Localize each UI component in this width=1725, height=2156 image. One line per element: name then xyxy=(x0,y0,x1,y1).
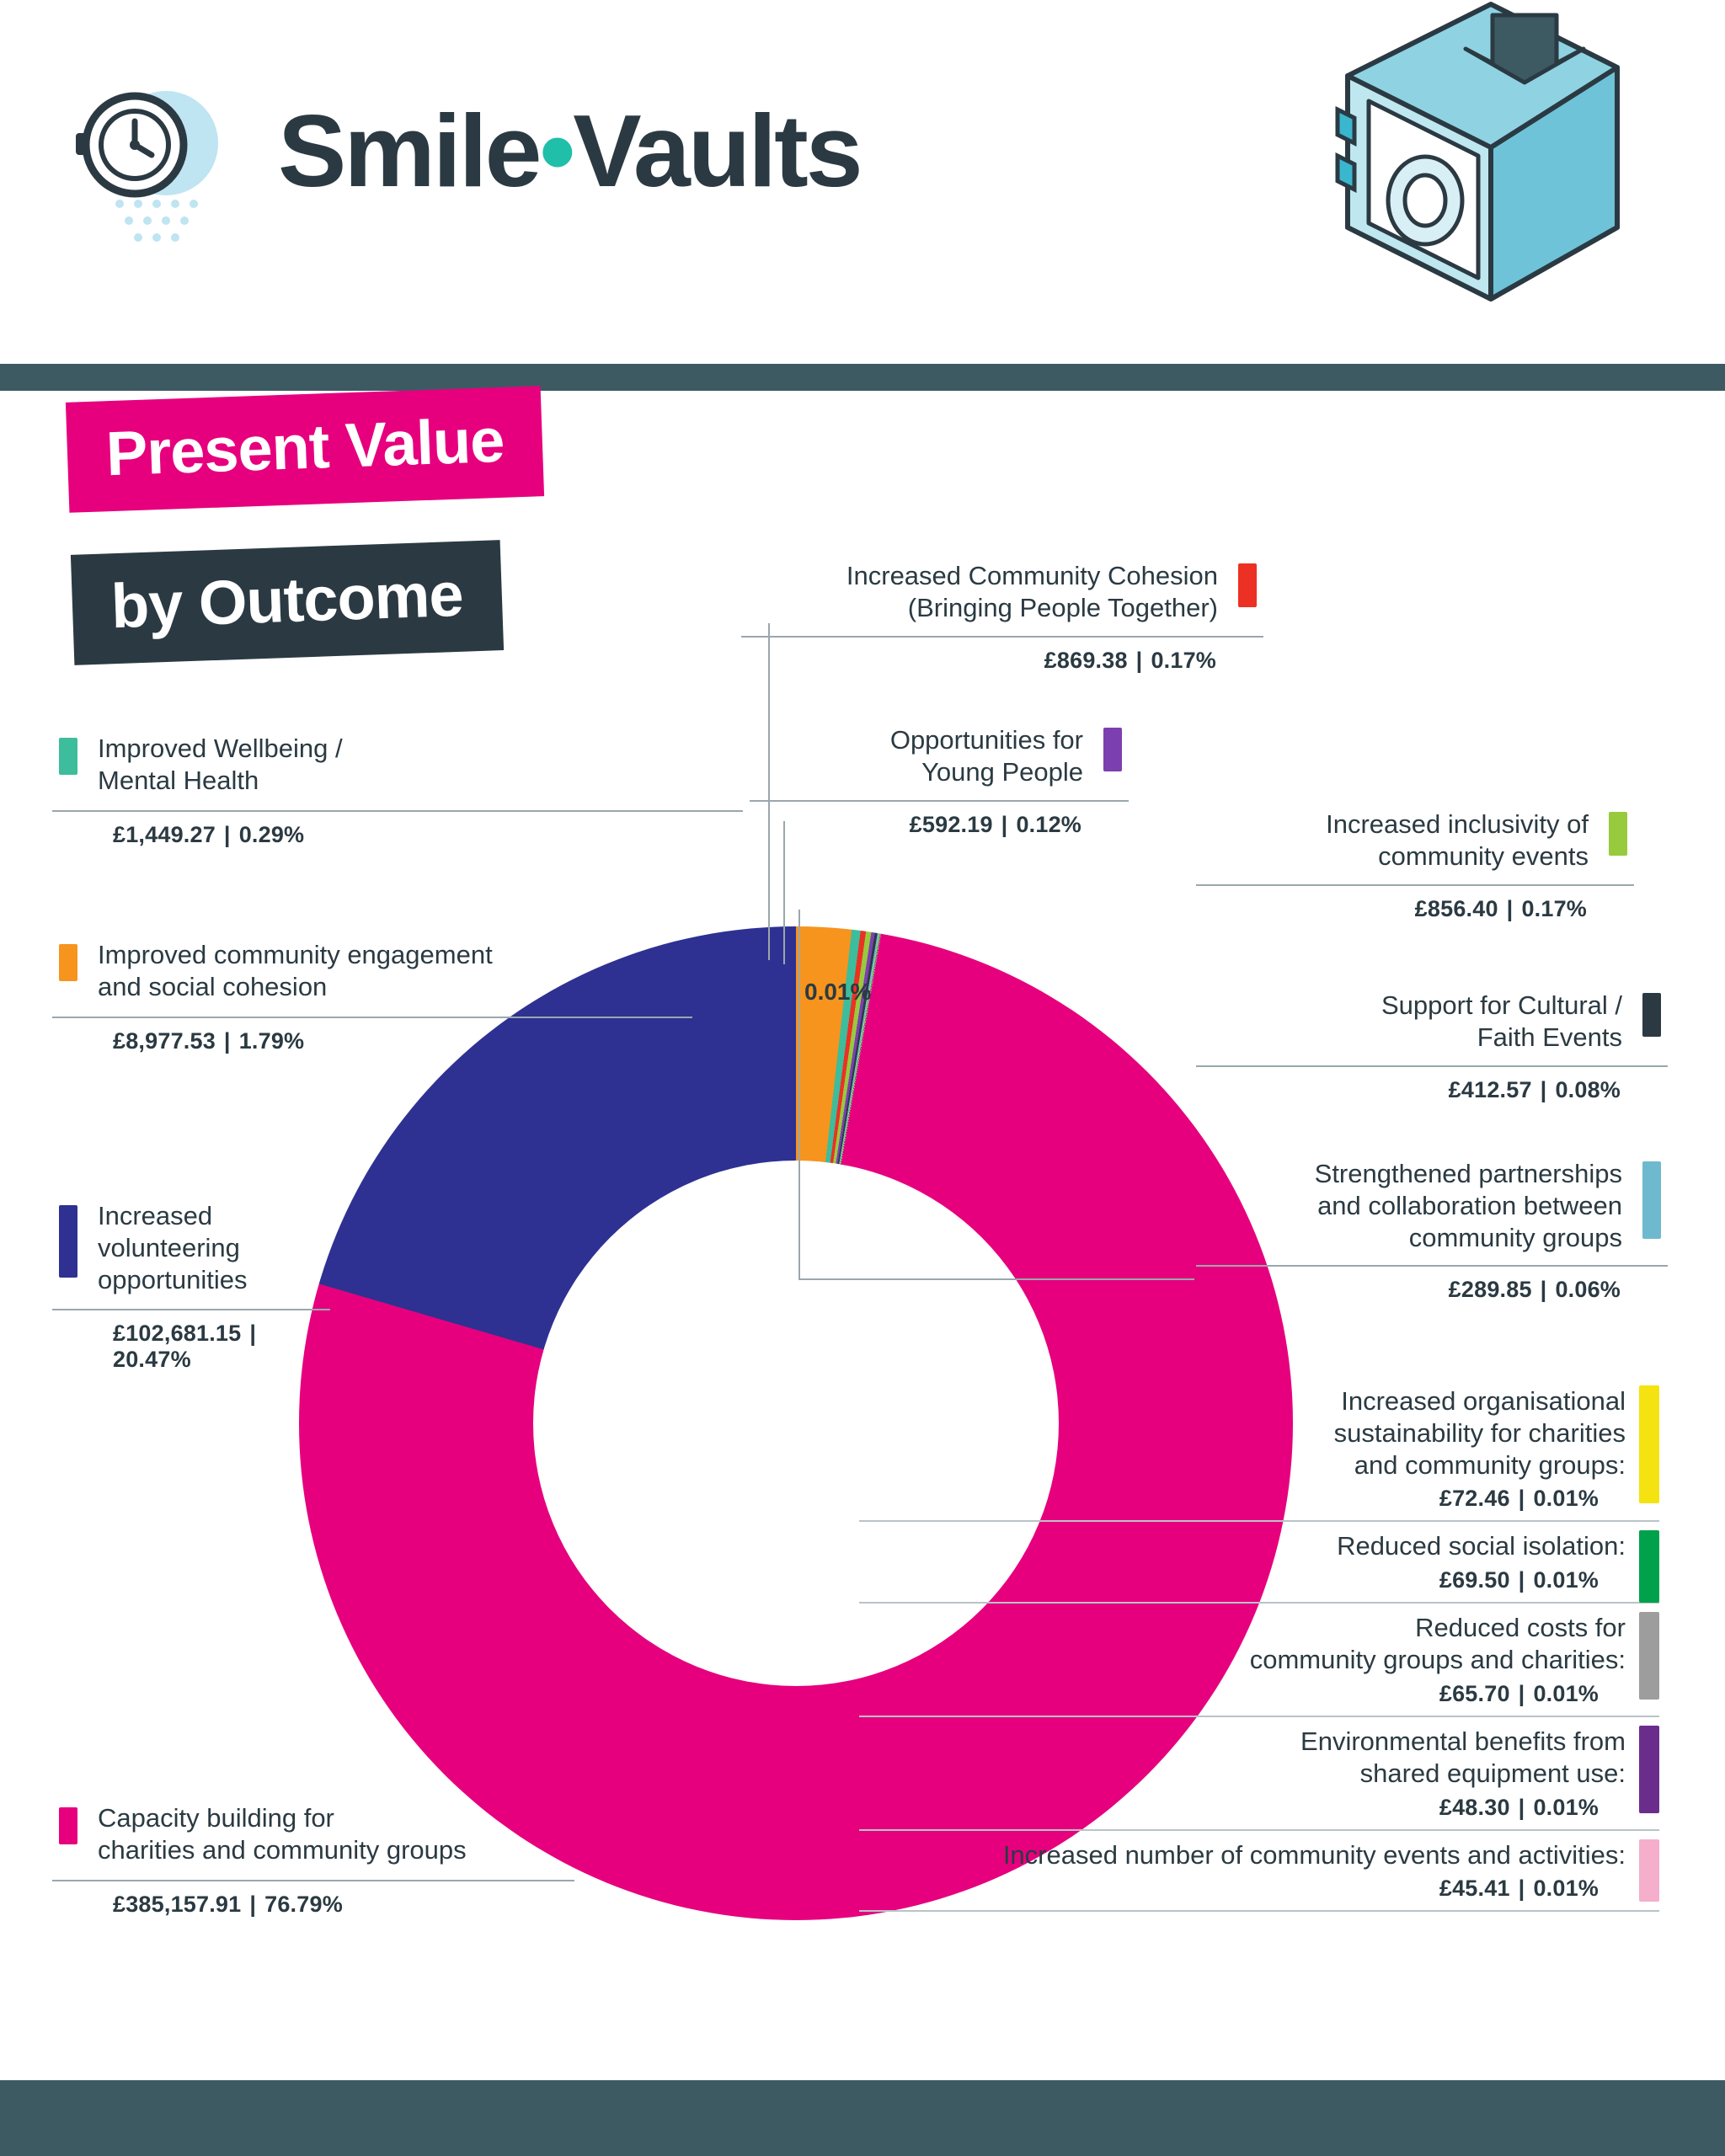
legend-swatch-sustainability xyxy=(1639,1385,1659,1503)
leader-line-cohesion xyxy=(768,623,770,960)
callout-volunteering-value: £102,681.15 | 20.47% xyxy=(113,1321,257,1373)
legend-swatch-cohesion xyxy=(1238,563,1257,607)
callout-partnerships xyxy=(1196,1158,1668,1303)
legend-swatch-volunteering xyxy=(59,1205,77,1278)
leader-line-young-people xyxy=(783,821,785,964)
leader-line-inclusivity xyxy=(798,910,800,1280)
header xyxy=(0,0,1725,364)
header-divider-bar xyxy=(0,364,1725,391)
list-item xyxy=(859,1839,1659,1903)
callout-engagement xyxy=(52,939,574,1054)
legend-swatch-wellbeing xyxy=(59,738,77,775)
legend-swatch-partnerships xyxy=(1642,1161,1661,1239)
callout-partnerships-label: Strengthened partnerships and collaboration between community groups xyxy=(1314,1159,1622,1252)
callout-young-people-value: £592.19 | 0.12% xyxy=(909,811,1081,837)
list-item xyxy=(859,1385,1659,1512)
brand-name-part1: Smile xyxy=(278,93,540,208)
callout-cohesion-rule xyxy=(741,636,1263,638)
callout-cultural-value: £412.57 | 0.08% xyxy=(1448,1076,1621,1102)
inline-percent-label: 0.01% xyxy=(804,979,872,1005)
list-item-label: Increased number of community events and activities: xyxy=(1002,1839,1626,1870)
list-divider xyxy=(859,1829,1659,1831)
callout-engagement-value: £8,977.53 | 1.79% xyxy=(113,1027,305,1054)
callout-wellbeing-label: Improved Wellbeing / Mental Health xyxy=(98,734,343,795)
list-item xyxy=(859,1726,1659,1821)
list-item xyxy=(859,1530,1659,1593)
piggy-bank-clock-icon xyxy=(61,77,254,246)
callout-volunteering-label: Increased volunteering opportunities xyxy=(98,1201,248,1294)
legend-swatch-cultural xyxy=(1642,993,1661,1037)
legend-swatch-events-count xyxy=(1639,1839,1659,1902)
list-item-label: Reduced costs for community groups and charities: xyxy=(1249,1613,1626,1675)
list-item-value: £45.41 | 0.01% xyxy=(1439,1876,1599,1902)
legend-swatch-engagement xyxy=(59,944,77,981)
list-divider xyxy=(859,1602,1659,1604)
callout-inclusivity-value: £856.40 | 0.17% xyxy=(1414,895,1587,921)
legend-swatch-isolation xyxy=(1639,1530,1659,1603)
list-divider xyxy=(859,1910,1659,1912)
callout-partnerships-value: £289.85 | 0.06% xyxy=(1448,1277,1621,1303)
callout-cohesion xyxy=(741,560,1263,674)
callout-capacity-rule xyxy=(52,1880,574,1881)
callout-cultural-rule xyxy=(1196,1065,1668,1067)
callout-cohesion-label: Increased Community Cohesion (Bringing People Together) xyxy=(846,561,1218,622)
leader-line-partnerships xyxy=(798,1278,1194,1280)
callout-volunteering xyxy=(52,1200,414,1373)
list-item-label: Increased organisational sustainability for charities and community groups: xyxy=(1333,1386,1626,1480)
legend-swatch-environmental xyxy=(1639,1726,1659,1813)
brand-title xyxy=(278,93,861,208)
callout-capacity-label: Capacity building for charities and community groups xyxy=(98,1803,467,1865)
callout-cultural-label: Support for Cultural / Faith Events xyxy=(1381,990,1622,1052)
callout-wellbeing-value: £1,449.27 | 0.29% xyxy=(113,821,305,847)
page-title-primary: Present Value xyxy=(66,386,545,513)
callout-capacity xyxy=(52,1802,574,1918)
list-item-value: £72.46 | 0.01% xyxy=(1439,1486,1599,1512)
legend-swatch-young-people xyxy=(1103,728,1122,771)
small-values-list xyxy=(859,1385,1659,1920)
legend-swatch-inclusivity xyxy=(1609,812,1627,856)
callout-young-people-rule xyxy=(750,800,1129,802)
brand-name-dot: • xyxy=(539,93,574,208)
brand-name-part2: Vaults xyxy=(573,93,861,208)
callout-young-people-label: Opportunities for Young People xyxy=(889,725,1083,787)
list-item-value: £65.70 | 0.01% xyxy=(1439,1680,1599,1706)
callout-cohesion-value: £869.38 | 0.17% xyxy=(1044,647,1216,673)
list-divider xyxy=(859,1716,1659,1717)
list-item-label: Reduced social isolation: xyxy=(1337,1531,1626,1561)
vault-safe-icon xyxy=(1129,0,1668,362)
callout-inclusivity xyxy=(1196,808,1634,922)
page-title-secondary: by Outcome xyxy=(71,540,504,665)
list-item-label: Environmental benefits from shared equipment use: xyxy=(1300,1726,1626,1788)
list-divider xyxy=(859,1520,1659,1522)
list-item xyxy=(859,1612,1659,1707)
callout-inclusivity-rule xyxy=(1196,884,1634,886)
callout-inclusivity-label: Increased inclusivity of community events xyxy=(1326,809,1589,871)
list-item-value: £48.30 | 0.01% xyxy=(1439,1794,1599,1820)
callout-engagement-rule xyxy=(52,1017,692,1018)
list-item-value: £69.50 | 0.01% xyxy=(1439,1567,1599,1593)
legend-swatch-reduced-costs xyxy=(1639,1612,1659,1700)
legend-swatch-capacity xyxy=(59,1807,77,1844)
callout-wellbeing-rule xyxy=(52,810,743,812)
callout-partnerships-rule xyxy=(1196,1265,1668,1267)
callout-engagement-label: Improved community engagement and social cohesion xyxy=(98,940,493,1001)
callout-wellbeing xyxy=(52,733,524,848)
callout-capacity-value: £385,157.91 | 76.79% xyxy=(113,1891,343,1917)
callout-cultural xyxy=(1196,990,1668,1103)
footer-bar xyxy=(0,2080,1725,2156)
callout-volunteering-rule xyxy=(52,1309,330,1310)
callout-young-people xyxy=(750,724,1129,838)
